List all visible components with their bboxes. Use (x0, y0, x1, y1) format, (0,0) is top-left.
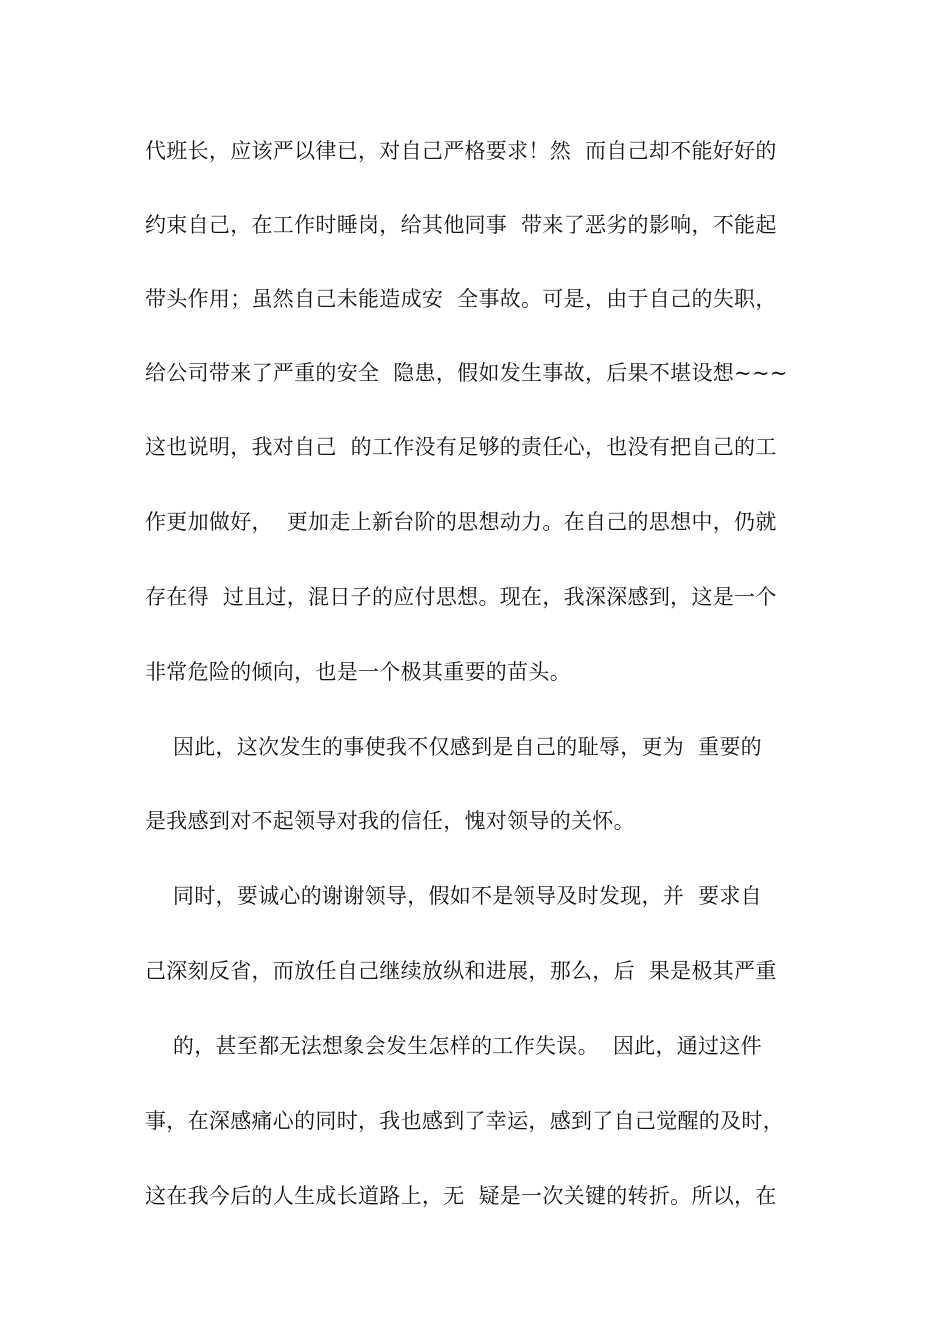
text-line: 这也说明，我对自己 的工作没有足够的责任心，也没有把自己的工 (145, 435, 777, 459)
text-line: 约束自己，在工作时睡岗，给其他同事 带来了恶劣的影响，不能起 (145, 213, 777, 237)
text-line: 事，在深感痛心的同时，我也感到了幸运，感到了自己觉醒的及时， (145, 1109, 784, 1133)
text-line: 存在得 过且过，混日子的应付思想。现在，我深深感到，这是一个 (145, 585, 777, 609)
text-line: 非常危险的倾向，也是一个极其重要的苗头。 (145, 660, 571, 684)
text-line: 是我感到对不起领导对我的信任，愧对领导的关怀。 (145, 809, 635, 833)
text-line: 给公司带来了严重的安全 隐患，假如发生事故，后果不堪设想~~~ (145, 361, 788, 385)
text-line: 带头作用；虽然自己未能造成安 全事故。可是，由于自己的失职， (145, 287, 777, 311)
text-line: 作更加做好， 更加走上新台阶的思想动力。在自己的思想中，仍就 (145, 510, 777, 534)
text-line: 的，甚至都无法想象会发生怎样的工作失误。 因此，通过这件 (145, 1034, 762, 1058)
paragraph-first-line: 因此，这次发生的事使我不仅感到是自己的耻辱，更为 重要的 (145, 735, 762, 759)
paragraph-first-line: 同时，要诚心的谢谢领导，假如不是领导及时发现，并 要求自 (145, 884, 762, 908)
text-line: 这在我今后的人生成长道路上，无 疑是一次关键的转折。所以，在 (145, 1184, 777, 1208)
text-line: 代班长，应该严以律已，对自己严格要求！然 而自己却不能好好的 (145, 139, 777, 163)
text-line: 己深刻反省，而放任自己继续放纵和进展，那么，后 果是极其严重 (145, 959, 777, 983)
